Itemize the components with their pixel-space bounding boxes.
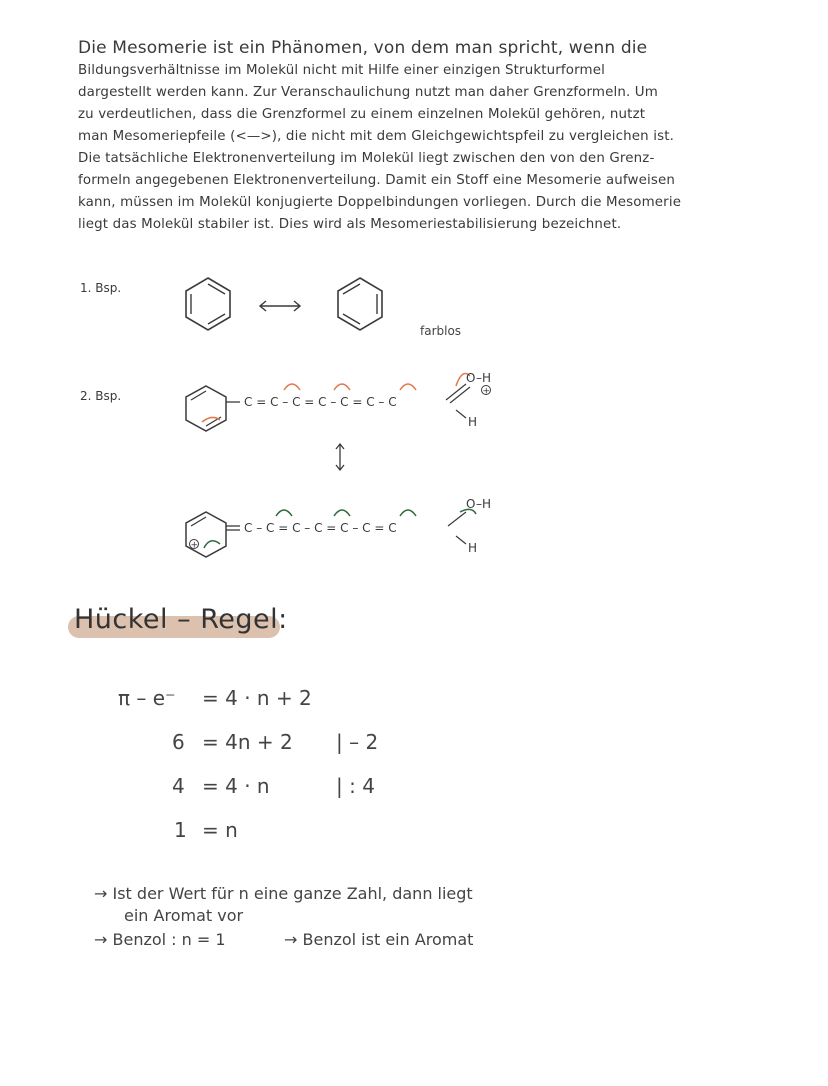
hydroxyl-hydrogen-top: –H [476,371,492,385]
positive-charge-top: + [482,386,491,397]
polyene-chain-top: C = C – C = C – C = C – C [244,395,397,409]
hydroxyl-hydrogen-bottom: –H [476,497,492,511]
positive-charge-ring: + [190,540,199,551]
equation-lhs: 1 [174,818,187,842]
equation-lhs: 4 [172,774,185,798]
electron-shift-arrow-icon [400,510,416,516]
equation-lhs: 6 [172,730,185,754]
benzene-structure-1 [176,272,240,336]
intro-line: kann, müssen im Molekül konjugierte Doppelbindungen vorliegen. Durch die Mesomerie [78,195,682,210]
electron-shift-arrow-icon [276,510,292,516]
example2-label: 2. Bsp. [80,389,122,403]
intro-line: liegt das Molekül stabiler ist. Dies wird als Mesomeriestabilisierung bezeichnet. [78,217,622,232]
polyene-chain-bottom: C – C = C – C = C – C = C [244,521,397,535]
huckel-title: Hückel – Regel: [74,604,288,635]
aldehyde-hydrogen-top: H [468,415,478,429]
resonance-structure-top [176,362,516,436]
huckel-heading [68,604,288,644]
equation-rhs: = 4n + 2 [202,730,293,754]
oxygen-atom-bottom: O [466,497,476,511]
intro-line: Die Mesomerie ist ein Phänomen, von dem man spricht, wenn die [78,38,648,58]
intro-line: man Mesomeriepfeile (<—>), die nicht mit dem Gleichgewichtspfeil zu vergleichen ist. [78,129,675,144]
electron-shift-arrow-icon [334,384,350,390]
electron-shift-arrow-icon [204,541,220,548]
intro-paragraph [78,36,758,236]
example1-label: 1. Bsp. [80,281,122,295]
note-line: ein Aromat vor [124,906,244,925]
mesomerie-arrow-icon [256,296,304,316]
intro-line: Bildungsverhältnisse im Molekül nicht mit Hilfe einer einzigen Strukturformel [78,63,606,78]
intro-line: Die tatsächliche Elektronenverteilung im Molekül liegt zwischen den von den Grenz- [78,151,655,166]
equation-lhs: π – e⁻ [118,686,176,710]
note-line: → Benzol : n = 1 [94,930,226,949]
oxygen-atom-top: O [466,371,476,385]
equation-rhs: = 4 · n + 2 [202,686,312,710]
electron-shift-arrow-icon [284,384,300,390]
electron-shift-arrow-icon [400,384,416,390]
intro-line: dargestellt werden kann. Zur Veranschaulichung nutzt man daher Grenzformeln. Um [78,85,658,100]
equation-rhs: = 4 · n [202,774,270,798]
equation-operation: | – 2 [336,730,379,754]
colorless-caption: farblos [420,324,462,338]
note-line: → Ist der Wert für n eine ganze Zahl, dann liegt [94,884,473,903]
intro-line: formeln angegebenen Elektronenverteilung. Damit ein Stoff eine Mesomerie aufweisen [78,173,676,188]
note-line: → Benzol ist ein Aromat [284,930,474,949]
intro-line: zu verdeutlichen, dass die Grenzformel zu einem einzelnen Molekül gehören, nutzt [78,107,646,122]
resonance-structure-bottom [176,488,516,562]
resonance-arrow-icon [330,440,350,474]
equation-rhs: = n [202,818,238,842]
electron-shift-arrow-icon [334,510,350,516]
benzene-structure-2 [328,272,392,336]
equation-operation: | : 4 [336,774,375,798]
aldehyde-hydrogen-bottom: H [468,541,478,555]
